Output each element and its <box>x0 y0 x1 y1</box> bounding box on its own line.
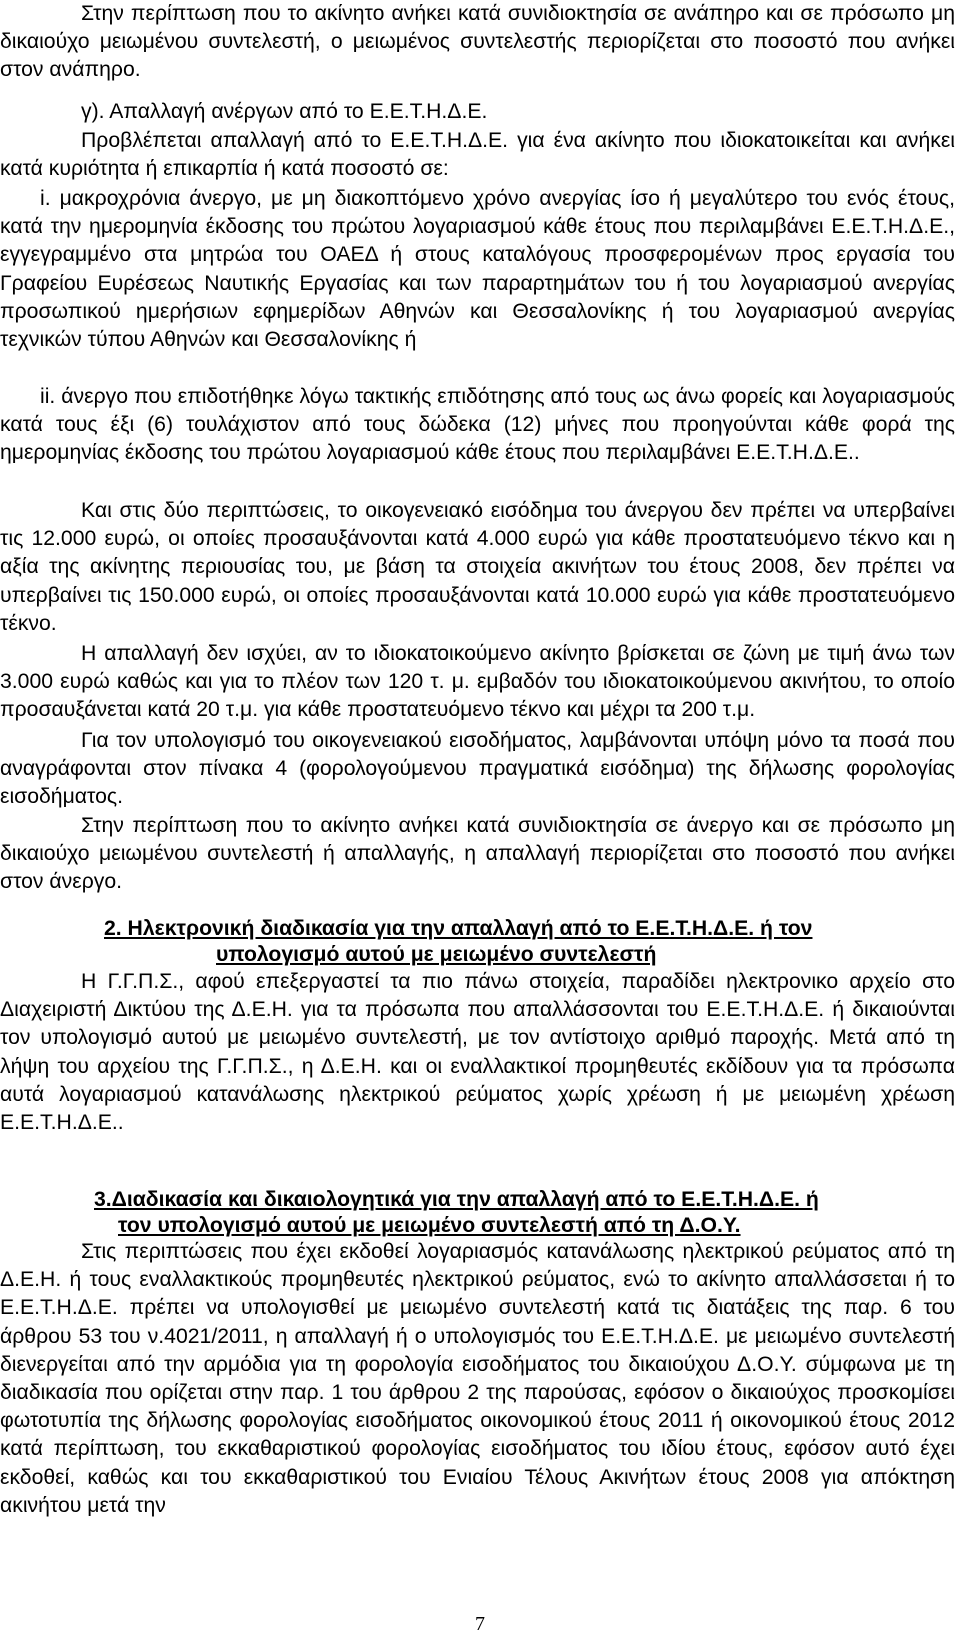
paragraph-zone-limit: Η απαλλαγή δεν ισχύει, αν το ιδιοκατοικούμενο ακίνητο βρίσκεται σε ζώνη με τιμή άνω των 3.000 ευρώ καθώς και για το πλέον των 120 τ. μ. εμβαδόν του ιδιοκατοικούμενου ακινήτου, το οποίο προσαυξάνεται κατά 20 τ.μ. για κάθε προστατευόμενο τέκνο και μέχρι τα 200 τ.μ. <box>0 642 955 722</box>
section-2-heading-line1: 2. Ηλεκτρονική διαδικασία για την απαλλαγή από το Ε.Ε.Τ.Η.Δ.Ε. ή τον <box>104 917 813 940</box>
page-number: 7 <box>475 1613 485 1635</box>
paragraph-income-calculation: Για τον υπολογισμό του οικογενειακού εισοδήματος, λαμβάνονται υπόψη μόνο τα ποσά που αναγράφονται στον πίνακα 4 (φορολογούμενου πραγματικά εισόδημα) της δήλωσης φορολογίας εισοδήματος. <box>0 729 955 809</box>
paragraph-income-limit: Και στις δύο περιπτώσεις, το οικογενειακό εισόδημα του άνεργου δεν πρέπει να υπερβαίνει τις 12.000 ευρώ, οι οποίες προσαυξάνονται κατά 4.000 ευρώ για κάθε προστατευόμενο τέκνο και η αξία της ακίνητης περιουσίας του, με βάση τα στοιχεία ακινήτων του έτους 2008, δεν πρέπει να υπερβαίνει τις 150.000 ευρώ, οι οποίες προσαυξάνονται κατά 10.000 ευρώ για κάθε προστατευόμενο τέκνο. <box>0 499 955 635</box>
paragraph-co-ownership: Στην περίπτωση που το ακίνητο ανήκει κατά συνιδιοκτησία σε άνεργο και σε πρόσωπο μη δικαιούχο μειωμένου συντελεστή ή απαλλαγής, η απαλλαγή περιορίζεται στο ποσοστό που ανήκει στον άνεργο. <box>0 814 955 894</box>
section-2-paragraph: Η Γ.Γ.Π.Σ., αφού επεξεργαστεί τα πιο πάνω στοιχεία, παραδίδει ηλεκτρονικο αρχείο στο Διαχειριστή Δικτύου της Δ.Ε.Η. για τα πρόσωπα που απαλλάσσονται του Ε.Ε.Τ.Η.Δ.Ε. ή δικαιούνται τον υπολογισμό αυτού με μειωμένο συντελεστή, με τον αντίστοιχο αριθμό παροχής. Μετά από τη λήψη του αρχείου της Γ.Γ.Π.Σ., η Δ.Ε.Η. και οι εναλλακτικοί προμηθευτές εκδίδουν για τα πρόσωπα αυτά λογαριασμού κατανάλωσης ηλεκτρικού ρεύματος χωρίς χρέωση ή με μειωμένη χρέωση Ε.Ε.Τ.Η.Δ.Ε.. <box>0 970 955 1135</box>
section-3-heading-line1: 3.Διαδικασία και δικαιολογητικά για την απαλλαγή από το Ε.Ε.Τ.Η.Δ.Ε. ή <box>94 1188 819 1211</box>
section-c-paragraph: Προβλέπεται απαλλαγή από το Ε.Ε.Τ.Η.Δ.Ε. για ένα ακίνητο που ιδιοκατοικείται και ανήκει κατά κυριότητα ή επικαρπία ή κατά ποσοστό σε: <box>0 129 955 181</box>
paragraph-intro: Στην περίπτωση που το ακίνητο ανήκει κατά συνιδιοκτησία σε ανάπηρο και σε πρόσωπο μη δικαιούχο μειωμένου συντελεστή, ο μειωμένος συντελεστής περιορίζεται στο ποσοστό που ανήκει στον ανάπηρο. <box>0 2 955 82</box>
section-3-paragraph: Στις περιπτώσεις που έχει εκδοθεί λογαριασμός κατανάλωσης ηλεκτρικού ρεύματος από τη Δ.Ε.Η. ή τους εναλλακτικούς προμηθευτές ηλεκτρικού ρεύματος, ενώ το ακίνητο απαλλάσσεται ή το Ε.Ε.Τ.Η.Δ.Ε. πρέπει να υπολογισθεί με μειωμένο συντελεστή κατά τις διατάξεις της παρ. 6 του άρθρου 53 του ν.4021/2011, η απαλλαγή ή ο υπολογισμός του Ε.Ε.Τ.Η.Δ.Ε. με μειωμένο συντελεστή διενεργείται από την αρμόδια για τη φορολογία εισοδήματος του δικαιούχου Δ.Ο.Υ. σύμφωνα με τη διαδικασία που ορίζεται στην παρ. 1 του άρθρου 2 της παρούσας, εφόσον ο δικαιούχος προσκομίσει φωτοτυπία της δήλωσης φορολογίας εισοδήματος οικονομικού έτους 2011 ή οικονομικού έτους 2012 κατά περίπτωση, του εκκαθαριστικού φορολογίας εισοδήματος του ιδίου έτους, εφόσον αυτό έχει εκδοθεί, καθώς και του εκκαθαριστικού του Ενιαίου Τέλους Ακινήτων έτους 2008 για απόκτηση ακινήτου μετά την <box>0 1240 955 1517</box>
list-item-ii: ii. άνεργο που επιδοτήθηκε λόγω τακτικής επιδότησης από τους ως άνω φορείς και λογαριασμούς κατά τους έξι (6) τουλάχιστον από τους δώδεκα (12) μήνες που προηγούνται κάθε φορά της ημερομηνίας έκδοσης του πρώτου λογαριασμού κάθε έτους που περιλαμβάνει Ε.Ε.Τ.Η.Δ.Ε.. <box>0 385 955 465</box>
section-c-title: γ). Απαλλαγή ανέργων από το Ε.Ε.Τ.Η.Δ.Ε. <box>81 100 488 123</box>
section-3-heading-line2: τον υπολογισμό αυτού με μειωμένο συντελεστή από τη Δ.Ο.Υ. <box>118 1214 741 1237</box>
section-2-heading-line2: υπολογισμό αυτού με μειωμένο συντελεστή <box>216 943 657 966</box>
list-item-i: i. μακροχρόνια άνεργο, με μη διακοπτόμενο χρόνο ανεργίας ίσο ή μεγαλύτερο του ενός έτους, κατά την ημερομηνία έκδοσης του πρώτου λογαριασμού κάθε έτους που περιλαμβάνει Ε.Ε.Τ.Η.Δ.Ε., εγγεγραμμένο στα μητρώα του ΟΑΕΔ ή στους καταλόγους προσφερομένων προς εργασία του Γραφείου Ευρέσεως Ναυτικής Εργασίας και των παραρτημάτων του ή του λογαριασμού ανεργίας προσωπικού ημερήσιων εφημερίδων Αθηνών και Θεσσαλονίκης ή του λογαριασμού ανεργίας τεχνικών τύπου Αθηνών και Θεσσαλονίκης ή <box>0 187 955 352</box>
